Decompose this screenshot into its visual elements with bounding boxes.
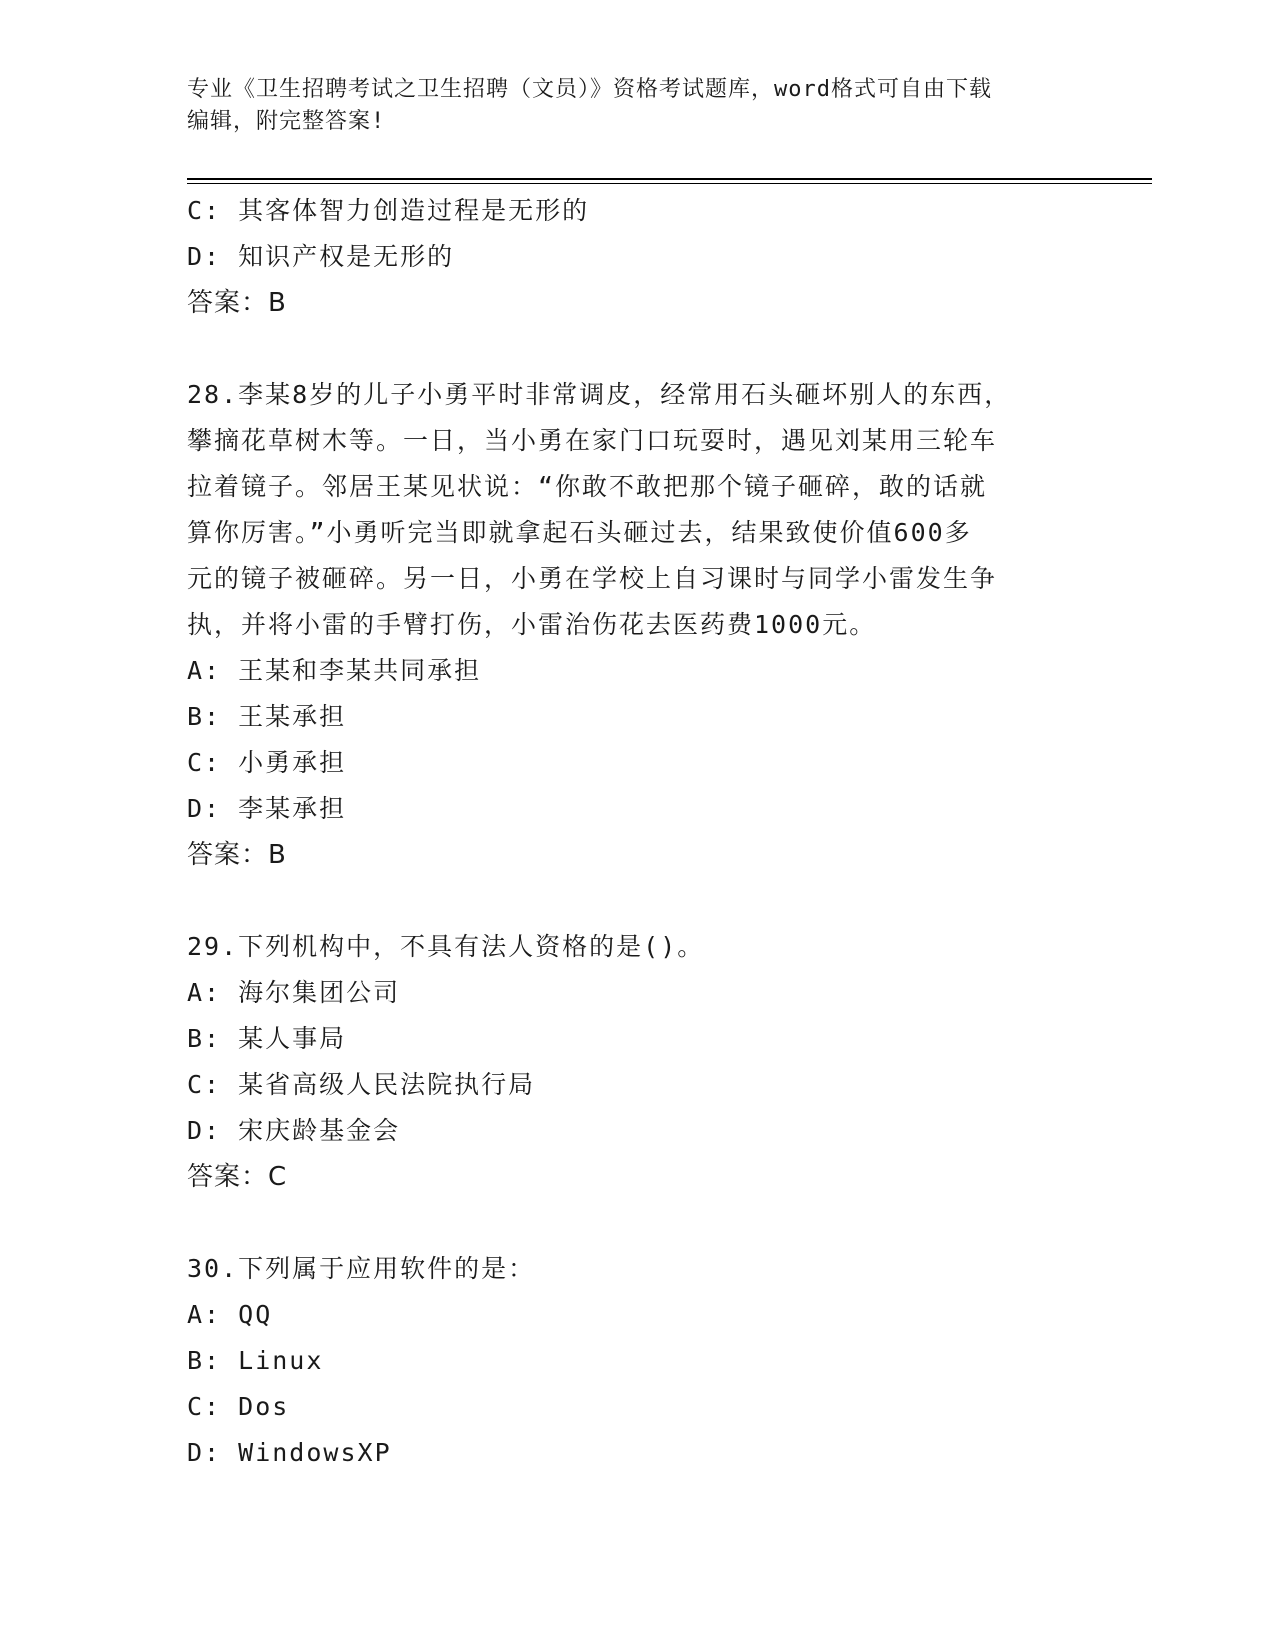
option-d: D: 李某承担 xyxy=(187,794,347,823)
spacer xyxy=(187,1200,1067,1246)
option-a: A: 王某和李某共同承担 xyxy=(187,656,482,685)
option-c: C: 其客体智力创造过程是无形的 xyxy=(187,196,590,225)
question-28-text xyxy=(187,372,1067,648)
question-text-row: 攀摘花草树木等。一日，当小勇在家门口玩耍时，遇见刘某用三轮车 xyxy=(187,426,998,455)
option-c: C: Dos xyxy=(187,1392,290,1421)
answer-line: 答案：B xyxy=(187,840,287,870)
document-header xyxy=(187,74,1087,138)
question-29-text: 29.下列机构中，不具有法人资格的是()。 xyxy=(187,932,705,961)
option-d: D: 知识产权是无形的 xyxy=(187,242,455,271)
option-b: B: Linux xyxy=(187,1346,324,1375)
question-text-row: 执，并将小雷的手臂打伤，小雷治伤花去医药费1000元。 xyxy=(187,610,877,639)
question-text-row: 拉着镜子。邻居王某见状说：“你敢不敢把那个镜子砸碎，敢的话就 xyxy=(187,472,988,501)
option-c: C: 某省高级人民法院执行局 xyxy=(187,1070,536,1099)
question-text-row: 算你厉害。”小勇听完当即就拿起石头砸过去，结果致使价值600多 xyxy=(187,518,972,547)
spacer xyxy=(187,326,1067,372)
question-30-text: 30.下列属于应用软件的是： xyxy=(187,1254,536,1283)
option-c: C: 小勇承担 xyxy=(187,748,347,777)
question-content xyxy=(187,188,1067,1476)
option-b: B: 王某承担 xyxy=(187,702,347,731)
answer-line: 答案：B xyxy=(187,288,287,318)
option-a: A: QQ xyxy=(187,1300,273,1329)
option-b: B: 某人事局 xyxy=(187,1024,347,1053)
option-d: D: WindowsXP xyxy=(187,1438,392,1467)
header-rule-thick xyxy=(187,178,1152,180)
question-text-row: 28.李某8岁的儿子小勇平时非常调皮，经常用石头砸坏别人的东西， xyxy=(187,380,1012,409)
header-rule-thin xyxy=(187,183,1152,184)
header-line-2: 编辑，附完整答案! xyxy=(187,109,386,134)
question-text-row: 元的镜子被砸碎。另一日，小勇在学校上自习课时与同学小雷发生争 xyxy=(187,564,998,593)
spacer xyxy=(187,878,1067,924)
header-line-1: 专业《卫生招聘考试之卫生招聘（文员）》资格考试题库，word格式可自由下载 xyxy=(187,77,992,102)
answer-line: 答案：C xyxy=(187,1162,288,1192)
option-a: A: 海尔集团公司 xyxy=(187,978,401,1007)
option-d: D: 宋庆龄基金会 xyxy=(187,1116,401,1145)
